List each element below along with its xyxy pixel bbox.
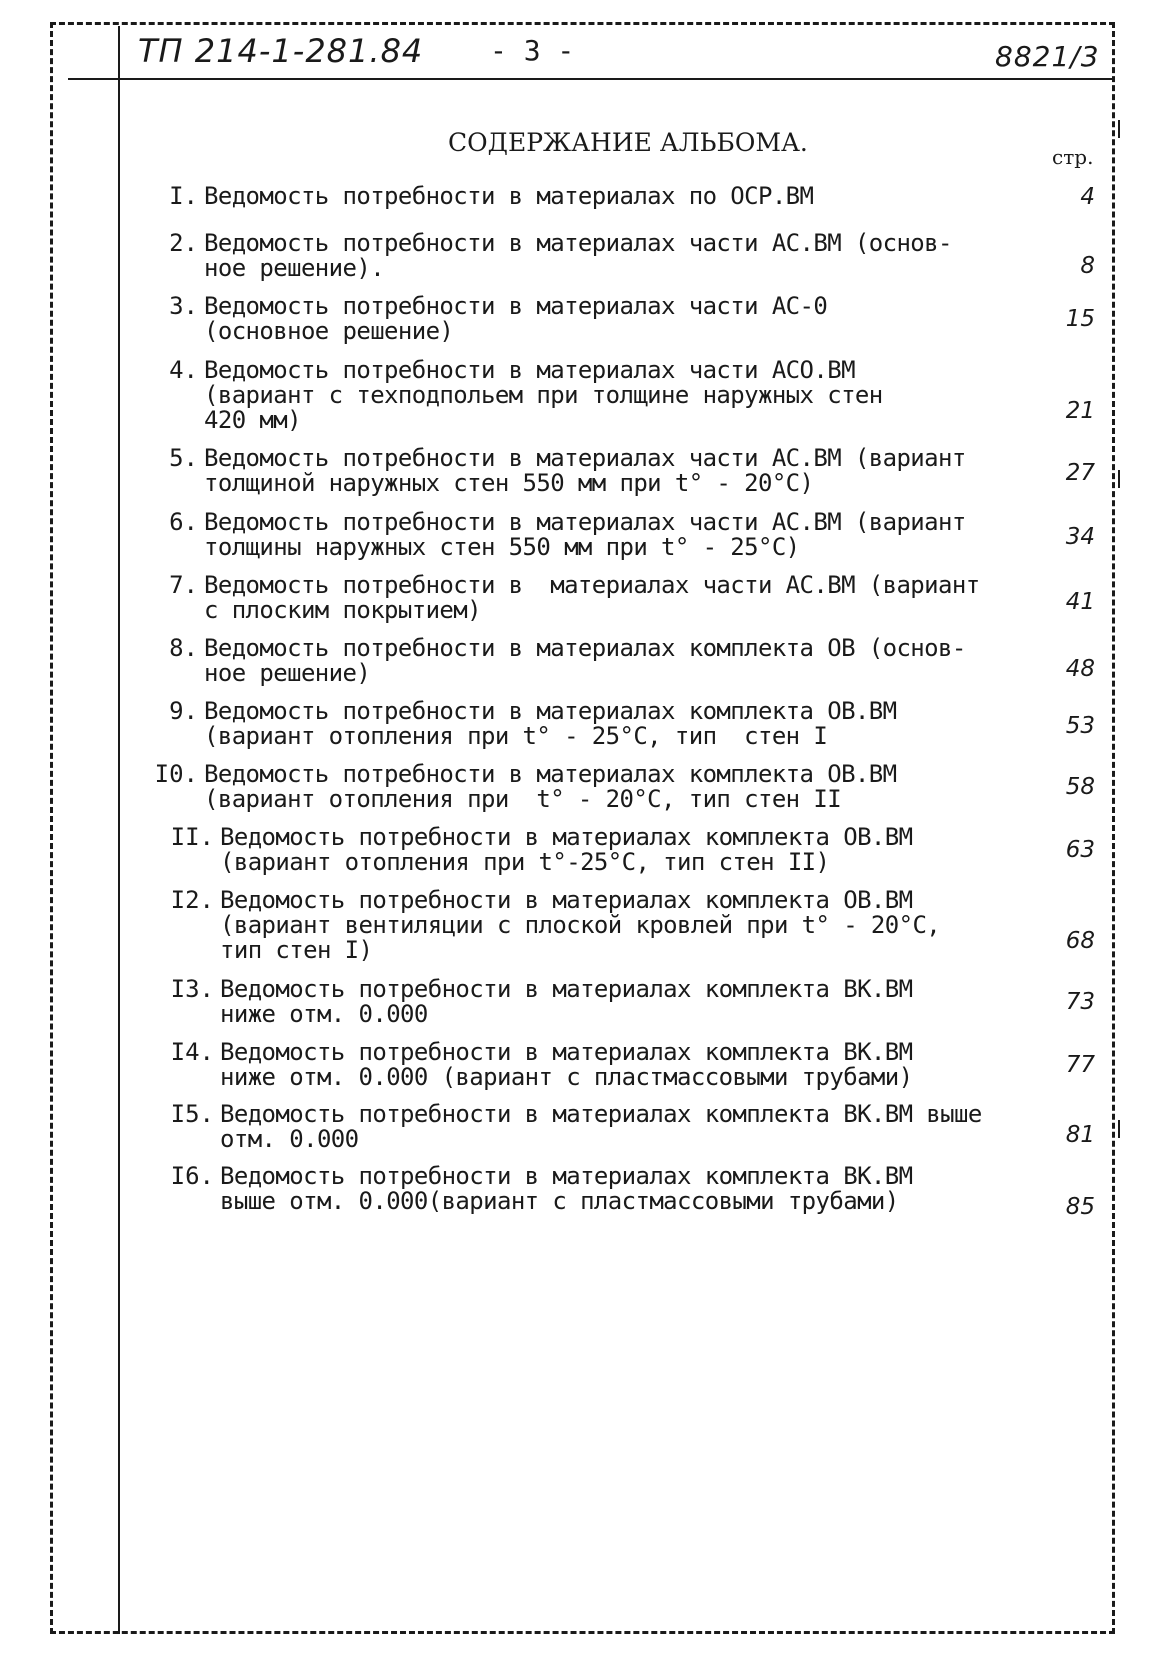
toc-item-number: 2. xyxy=(169,229,198,257)
toc-item-number: 7. xyxy=(169,571,198,599)
page-column-header: стр. xyxy=(1052,145,1094,169)
toc-item-number: I3. xyxy=(170,975,214,1003)
toc-item-title: Ведомость потребности в материалах части АС-0 (основное решение) xyxy=(204,292,828,345)
toc-item-number: I0. xyxy=(154,760,198,788)
toc-item-page: 27 xyxy=(1065,460,1095,486)
toc-item-page: 21 xyxy=(1065,398,1095,424)
toc-item-title: Ведомость потребности в материалах комплекта ВК.ВМ ниже отм. 0.000 xyxy=(220,975,913,1028)
toc-item-number: 4. xyxy=(169,356,198,384)
toc-item-title: Ведомость потребности в материалах части АС.ВМ (вариант толщиной наружных стен 550 мм при t° - 20°С) xyxy=(204,444,966,497)
toc-item-page: 73 xyxy=(1065,989,1095,1015)
toc-item-title: Ведомость потребности в материалах части АСО.ВМ (вариант с техподпольем при толщине наружных стен 420 мм) xyxy=(204,356,883,434)
toc-item-page: 4 xyxy=(1080,184,1095,210)
toc-item-number: II. xyxy=(170,823,214,851)
toc-item-page: 34 xyxy=(1065,524,1095,550)
toc-item-title: Ведомость потребности в материалах комплекта ВК.ВМ выше отм. 0.000(вариант с пластмассовыми трубами) xyxy=(220,1162,913,1215)
toc-item-page: 77 xyxy=(1065,1052,1095,1078)
toc-item-page: 41 xyxy=(1065,589,1095,615)
toc-item-page: 48 xyxy=(1065,656,1095,682)
frame-tick xyxy=(1118,120,1120,138)
toc-item-number: 3. xyxy=(169,292,198,320)
toc-item-title: Ведомость потребности в материалах комплекта ОВ.ВМ (вариант отопления при t° - 20°С, тип стен II xyxy=(204,760,897,813)
toc-item-page: 85 xyxy=(1065,1194,1095,1220)
toc-item-number: I. xyxy=(169,182,198,210)
frame-tick xyxy=(1118,1120,1120,1138)
toc-item-page: 58 xyxy=(1065,774,1095,800)
toc-item-title: Ведомость потребности в материалах комплекта ОВ.ВМ (вариант отопления при t°-25°С, тип стен II) xyxy=(220,823,913,876)
toc-item-title: Ведомость потребности в материалах части АС.ВМ (вариант толщины наружных стен 550 мм при t° - 25°С) xyxy=(204,508,966,561)
toc-item-number: 5. xyxy=(169,444,198,472)
toc-item-number: 6. xyxy=(169,508,198,536)
toc-item-page: 81 xyxy=(1065,1122,1095,1148)
toc-item-number: I2. xyxy=(170,886,214,914)
toc-item-page: 63 xyxy=(1065,837,1095,863)
toc-item-number: 8. xyxy=(169,634,198,662)
toc-item-title: Ведомость потребности в материалах части АС.ВМ (основ- ное решение). xyxy=(204,229,952,282)
toc-item-page: 53 xyxy=(1065,713,1095,739)
toc-item-title: Ведомость потребности в материалах части АС.ВМ (вариант с плоским покрытием) xyxy=(204,571,980,624)
page-title: СОДЕРЖАНИЕ АЛЬБОМА. xyxy=(448,128,808,157)
toc-item-number: I6. xyxy=(170,1162,214,1190)
toc-item-number: 9. xyxy=(169,697,198,725)
doc-code: ТП 214-1-281.84 xyxy=(138,32,424,70)
toc-item-page: 68 xyxy=(1065,928,1095,954)
toc-item-page: 15 xyxy=(1065,306,1095,332)
toc-item-title: Ведомость потребности в материалах комплекта ОВ.ВМ (вариант вентиляции с плоской кровлей при t° - 20°С, тип стен I) xyxy=(220,886,941,964)
header-rule xyxy=(68,78,1115,80)
toc-item-number: I5. xyxy=(170,1100,214,1128)
toc-item-title: Ведомость потребности в материалах комплекта ВК.ВМ выше отм. 0.000 xyxy=(220,1100,982,1153)
toc-item-page: 8 xyxy=(1080,253,1095,279)
toc-item-number: I4. xyxy=(170,1038,214,1066)
page-number: - 3 - xyxy=(490,34,575,67)
toc-item-title: Ведомость потребности в материалах по ОСР.ВМ xyxy=(204,182,814,210)
sheet-number: 8821/3 xyxy=(995,40,1100,73)
frame-tick xyxy=(1118,470,1120,488)
toc-item-title: Ведомость потребности в материалах комплекта ОВ (основ- ное решение) xyxy=(204,634,966,687)
toc-item-title: Ведомость потребности в материалах комплекта ОВ.ВМ (вариант отопления при t° - 25°С, тип стен I xyxy=(204,697,897,750)
toc-item-title: Ведомость потребности в материалах комплекта ВК.ВМ ниже отм. 0.000 (вариант с пластмассовыми трубами) xyxy=(220,1038,913,1091)
binding-margin-line xyxy=(118,26,120,1634)
